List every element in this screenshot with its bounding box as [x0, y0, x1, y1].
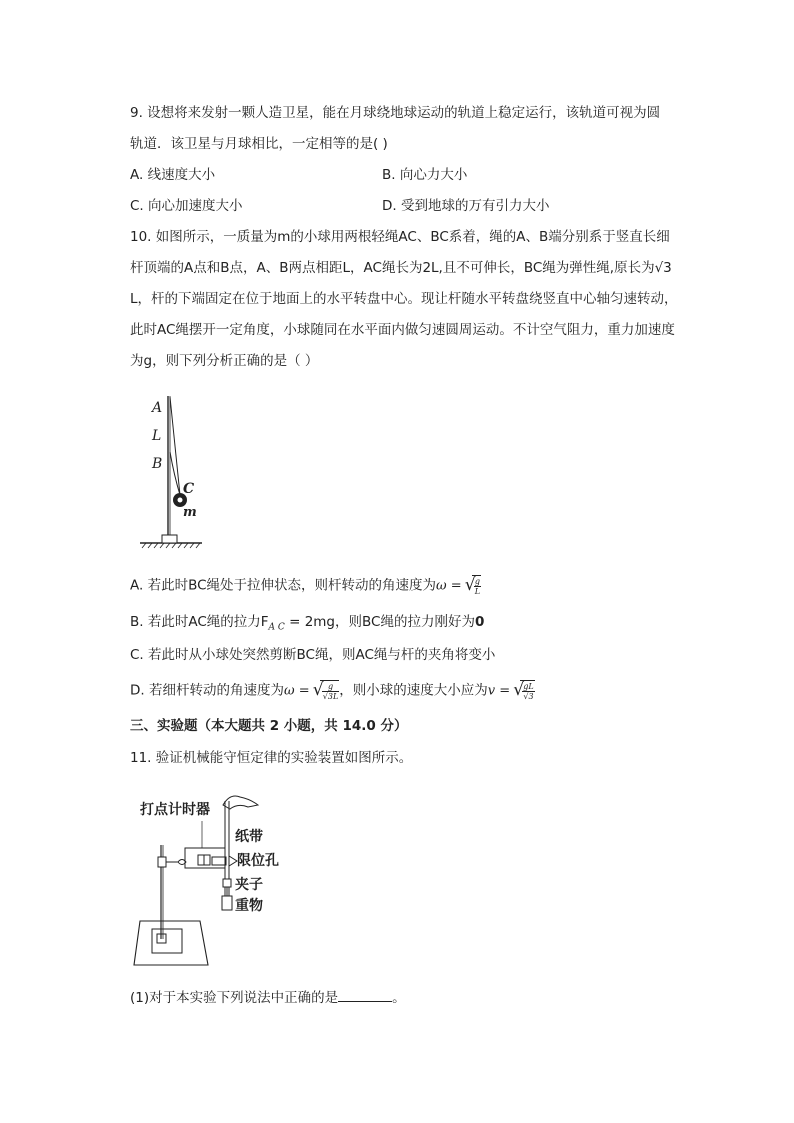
q10-option-d-den1: √3L	[322, 691, 339, 701]
q11-label-hole: 限位孔	[237, 853, 279, 869]
q10-option-d-sqrt2	[520, 680, 534, 701]
q10-label-m: m	[183, 505, 197, 520]
q10-option-b-sub: A C	[268, 622, 285, 633]
q11-stem: 11. 验证机械能守恒定律的实验装置如图所示。	[130, 750, 413, 766]
q10-option-d-formula2: v =	[487, 683, 515, 699]
q10-option-c: C. 若此时从小球处突然剪断BC绳，则AC绳与杆的夹角将变小	[130, 647, 496, 663]
q9-option-d: D. 受到地球的万有引力大小	[382, 198, 550, 214]
q11-sub1-post: 。	[392, 990, 406, 1006]
q11-label-tape: 纸带	[235, 829, 263, 845]
q10-option-a-sqrt	[472, 575, 481, 596]
q10-option-d-mid: ，则小球的速度大小应为	[339, 682, 488, 699]
q10-label-c: C	[183, 481, 195, 497]
q10-stem-line2: 杆顶端的A点和B点，A、B两点相距L，AC绳长为2L,且不可伸长，BC绳为弹性绳,原长为√3	[130, 260, 672, 276]
q10-option-a-num: √ g	[474, 576, 481, 586]
q10-option-d-num2: √ gL	[523, 681, 534, 691]
q10-stem-line5: 为g，则下列分析正确的是（ ）	[130, 353, 319, 369]
q11-label-clip: 夹子	[235, 877, 263, 893]
q10-option-b-text: B. 若此时AC绳的拉力F	[130, 614, 269, 630]
q11-label-timer: 打点计时器	[140, 802, 210, 818]
q10-stem-line1: 10. 如图所示，一质量为m的小球用两根轻绳AC、BC系着，绳的A、B端分别系于竖直长细	[130, 229, 670, 245]
q10-option-a-formula: ω =	[436, 578, 466, 594]
q10-label-b: B	[152, 456, 163, 472]
q10-option-b-zero: 0	[474, 614, 485, 630]
q9-option-b: B. 向心力大小	[382, 167, 468, 183]
q11-sub1-pre: (1)对于本实验下列说法中正确的是	[130, 990, 339, 1006]
q11-sub1	[130, 987, 406, 1008]
q10-option-b-rest: = 2mg，则BC绳的拉力刚好为	[284, 614, 475, 630]
q11-label-weight: 重物	[235, 898, 263, 914]
q11-sub1-blank[interactable]	[338, 987, 392, 1002]
q10-option-a-text: A. 若此时BC绳处于拉伸状态，则杆转动的角速度为	[130, 577, 437, 594]
q10-option-d-sqrt1	[320, 680, 340, 701]
q10-option-b	[130, 612, 484, 638]
q10-figure	[130, 390, 220, 555]
section-3-title: 三、实验题（本大题共 2 小题，共 14.0 分）	[130, 718, 408, 734]
q9-option-c: C. 向心加速度大小	[130, 198, 243, 214]
q9-stem-line1: 9. 设想将来发射一颗人造卫星，能在月球绕地球运动的轨道上稳定运行，该轨道可视为圆	[130, 105, 661, 121]
q10-label-l: L	[152, 428, 162, 444]
q9-stem-line2: 轨道．该卫星与月球相比，一定相等的是( )	[130, 136, 388, 152]
q10-option-d-text: D. 若细杆转动的角速度为	[130, 682, 284, 699]
q10-option-d-num1: √ g	[322, 682, 340, 692]
q10-option-a	[130, 575, 481, 597]
q10-stem-line3: L，杆的下端固定在位于地面上的水平转盘中心。现让杆随水平转盘绕竖直中心轴匀速转动，	[130, 291, 678, 307]
q10-option-a-den: L	[474, 586, 481, 596]
q10-option-d-formula1: ω =	[283, 683, 314, 699]
q10-option-d-den2: √3	[523, 691, 534, 701]
q10-stem-line4: 此时AC绳摆开一定角度，小球随同在水平面内做匀速圆周运动。不计空气阻力，重力加速度	[130, 322, 675, 338]
q9-option-a: A. 线速度大小	[130, 167, 216, 183]
q10-label-a: A	[152, 400, 163, 416]
q10-option-d	[130, 680, 535, 702]
